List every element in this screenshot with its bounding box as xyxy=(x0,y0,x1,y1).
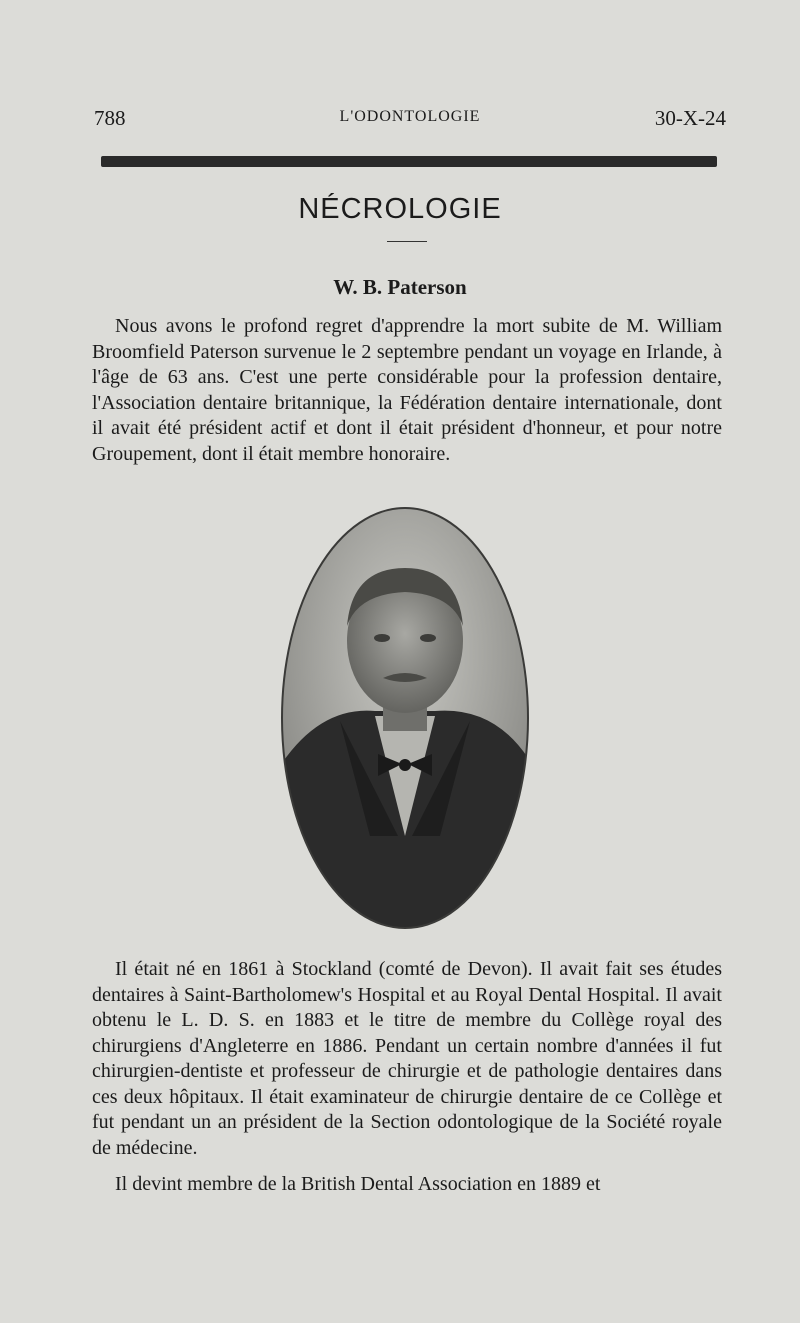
header-rule xyxy=(101,156,717,167)
paragraph-intro: Nous avons le profond regret d'apprendre la mort subite de M. William Broomfield Paterson survenue le 2 septembre pendant un voyage en Irlande, à l'âge de 63 ans. C'est une perte considérable pour la profession dentaire, l'Association dentaire britannique, la Fédération dentaire internationale, dont il avait été président actif et dont il était président d'honneur, et pour notre Groupement, dont il était membre honoraire. xyxy=(92,315,722,465)
issue-date: 30-X-24 xyxy=(654,106,726,130)
journal-title: L'ODONTOLOGIE xyxy=(339,108,481,125)
page-number: 788 xyxy=(94,106,126,130)
person-name: W. B. Paterson xyxy=(333,275,467,299)
running-head xyxy=(94,106,726,136)
section-title: NÉCROLOGIE xyxy=(298,193,502,225)
portrait-photo xyxy=(280,506,530,930)
paragraph-biography: Il était né en 1861 à Stockland (comté de Devon). Il avait fait ses études dentaires à Saint-Bartholomew's Hospital et au Royal Dental Hospital. Il avait obtenu le L. D. S. en 1883 et le titre de membre du Collège royal des chirurgiens d'Angleterre en 1886. Pendant un certain nombre d'années il fut chirurgien-dentiste et professeur de chirurgie et de pathologie dentaires dans ces deux hôpitaux. Il était examinateur de chirurgie dentaire de ce Collège et fut pendant un an président de la Section odontologique de la Société royale de médecine. xyxy=(92,958,722,1159)
title-divider xyxy=(387,241,427,242)
paragraph-continued: Il devint membre de la British Dental Association en 1889 et xyxy=(115,1173,601,1195)
